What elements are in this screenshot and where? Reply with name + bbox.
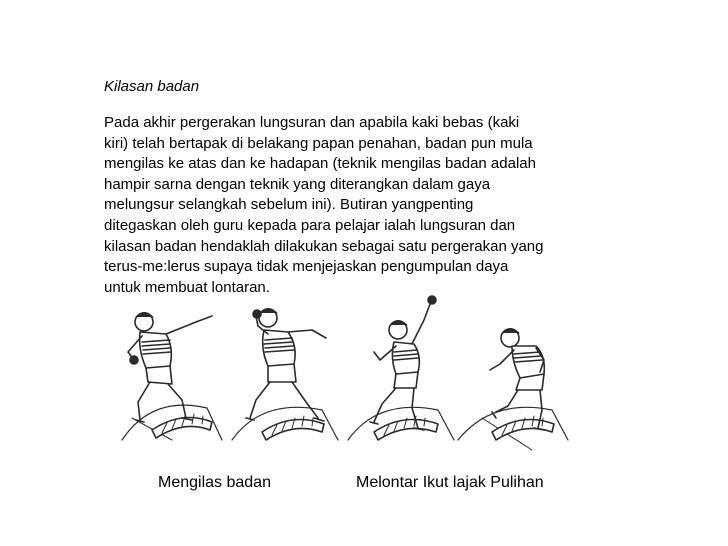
section-heading: Kilasan badan [104,78,200,95]
paragraph-line: untuk membuat lontaran. [104,278,270,296]
caption-melontar: Melontar Ikut lajak Pulihan [356,474,544,491]
paragraph-line: kilasan badan hendaklah dilakukan sebagai satu pergerakan yang [104,237,544,255]
paragraph-line: ditegaskan oleh guru kepada para pelajar ialah lungsuran dan [104,216,516,234]
paragraph-line: terus-me:lerus supaya tidak menjejaskan pengumpulan daya [104,258,509,276]
paragraph-line: hampir sarna dengan teknik yang diterangkan dalam gaya [104,175,491,193]
paragraph-line: melungsur selangkah sebelum ini). Butiran yangpenting [104,196,474,214]
athlete-figure-1 [122,313,222,441]
paragraph-line: Pada akhir pergerakan lungsuran dan apabila kaki bebas (kaki [104,114,520,131]
athlete-figure-2 [232,309,338,441]
athlete-figure-4 [458,329,568,451]
body-paragraph [104,113,604,298]
athlete-figure-3 [348,296,454,440]
caption-mengilas: Mengilas badan [158,474,271,491]
paragraph-line: mengilas ke atas dan ke hadapan (teknik mengilas badan adalah [104,155,536,173]
paragraph-line: kiri) telah bertapak di belakang papan penahan, badan pun mula [104,134,533,152]
shot-put-illustration [112,290,572,460]
